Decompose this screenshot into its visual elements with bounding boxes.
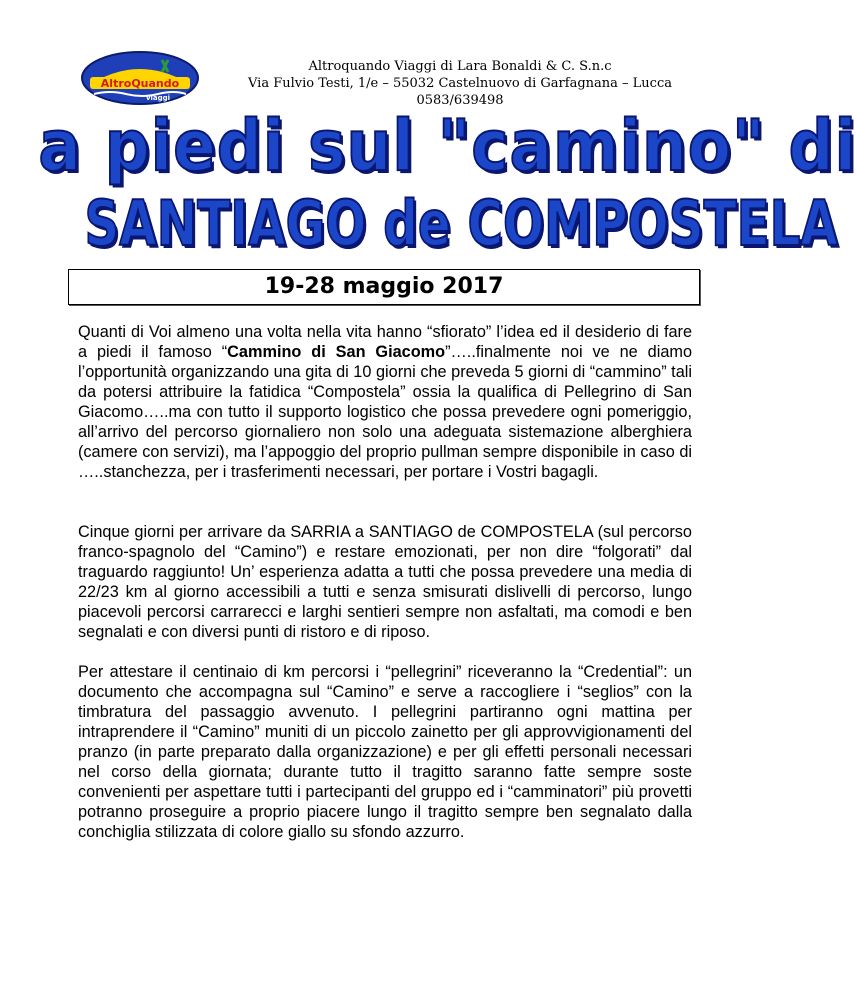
date-banner: 19-28 maggio 2017 bbox=[68, 269, 700, 305]
paragraph-intro bbox=[78, 322, 692, 482]
intro-text-bold: Cammino di San Giacomo bbox=[227, 343, 446, 361]
logo-brand-text: AltroQuando bbox=[100, 77, 180, 90]
title-line-1: a piedi sul "camino" di bbox=[38, 105, 857, 187]
altroquando-logo bbox=[80, 50, 200, 106]
paragraph-route: Cinque giorni per arrivare da SARRIA a SANTIAGO de COMPOSTELA (sul percorso franco-spagnolo del “Camino”) e restare emozionati, per non dire “folgorati” dal traguardo raggiunto! Un’ esperienza adatta a tutti che possa prevedere una media di 22/23 km al giorno accessibili a tutti e senza smisurati dislivelli di percorso, lungo piacevoli percorsi carrarecci e larghi sentieri sempre non asfaltati, ma comodi e ben segnalati e con diversi punti di ristoro e di riposo. bbox=[78, 523, 692, 641]
company-phone: 0583/639498 bbox=[416, 93, 504, 108]
intro-text-start: Quanti di Voi almeno una volta nella vita hanno “sfiorato” l’idea ed il desiderio di fare a piedi il famoso “ bbox=[78, 323, 692, 361]
logo-sub-text: viaggi bbox=[145, 94, 171, 102]
intro-text-end: ”…..finalmente noi ve ne diamo l’opportunità organizzando una gita di 10 giorni che preveda 5 giorni di “cammino” tali da potersi attribuire la fatidica “Compostela” ossia la qualifica di Pellegrino di San Giacomo…..ma con tutto il supporto logistico che possa prevedere ogni pomeriggio, all’arrivo del percorso giornaliero non solo una adeguata sistemazione alberghiera (camere con servizi), ma l’appoggio del proprio pullman sempre disponibile in caso di …..stanchezza, per i trasferimenti necessari, per portare i Vostri bagagli. bbox=[78, 343, 692, 481]
company-address: Via Fulvio Testi, 1/e – 55032 Castelnuovo di Garfagnana – Lucca bbox=[248, 76, 672, 91]
title-line-2: SANTIAGO de COMPOSTELA bbox=[84, 187, 838, 260]
paragraph-credential: Per attestare il centinaio di km percorsi i “pellegrini” riceveranno la “Credential”: un documento che accompagna sul “Camino” e serve a raccogliere i “seglios” con la timbratura del passaggio avvenuto. I pellegrini partiranno ogni mattina per intraprendere il “Camino” muniti di un piccolo zainetto per gli approvvigionamenti del pranzo (in parte preparato dalla organizzazione) e per gli effetti personali necessari nel corso della giornata; durante tutto il tragitto saranno fatte sempre soste convenienti per aspettare tutti i partecipanti del gruppo ed i “camminatori” più provetti potranno proseguire a proprio piacere lungo il tragitto sempre ben segnalato dalla conchiglia stilizzata di colore giallo su sfondo azzurro. bbox=[78, 663, 692, 841]
company-name: Altroquando Viaggi di Lara Bonaldi & C. S.n.c bbox=[308, 59, 612, 74]
company-header bbox=[240, 58, 680, 109]
